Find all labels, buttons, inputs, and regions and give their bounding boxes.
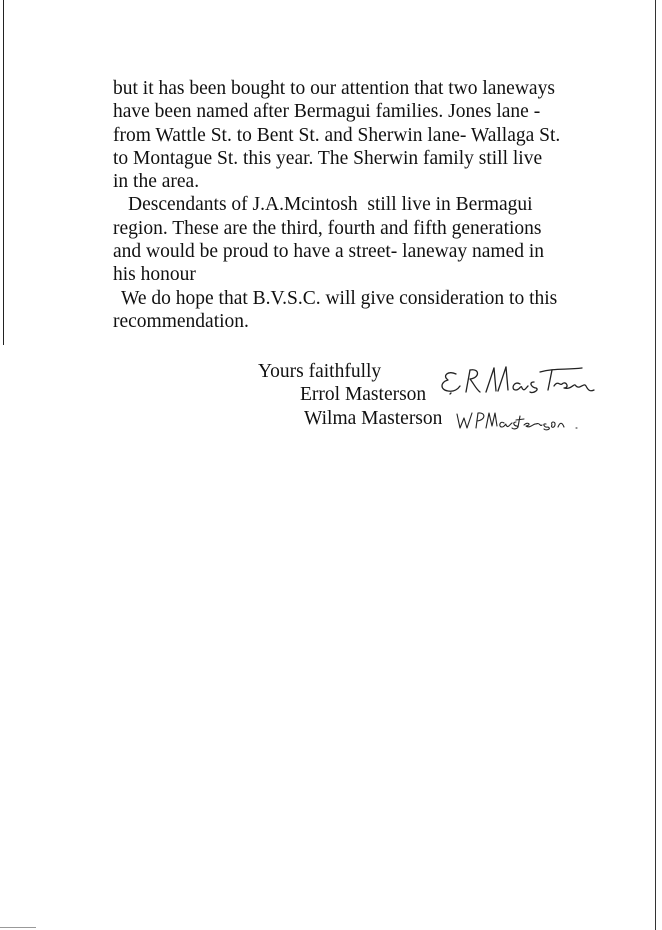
body-line: in the area. <box>113 171 200 193</box>
scan-edge-right <box>655 0 656 930</box>
scan-edge-bottom <box>0 927 36 928</box>
body-line: recommendation. <box>113 310 249 332</box>
scan-edge-left <box>3 0 4 345</box>
body-line: but it has been bought to our attention that two laneways <box>113 78 555 99</box>
body-line: to Montague St. this year. The Sherwin family still live <box>113 147 543 169</box>
body-line: Descendants of J.A.Mcintosh still live in Bermagui <box>128 194 533 216</box>
body-line: his honour <box>113 264 196 286</box>
handwritten-signature-wilma <box>454 410 582 434</box>
letter-body <box>113 77 593 333</box>
body-line: We do hope that B.V.S.C. will give consideration to this <box>121 287 558 309</box>
handwritten-signature-errol <box>436 364 596 402</box>
body-line: have been named after Bermagui families. Jones lane - <box>113 101 541 123</box>
signatory-name-errol: Errol Masterson <box>300 384 427 405</box>
closing-salutation: Yours faithfully <box>258 361 382 382</box>
body-line: and would be proud to have a street- laneway named in <box>113 241 545 263</box>
signatory-name-wilma: Wilma Masterson <box>304 408 443 429</box>
body-line: region. These are the third, fourth and fifth generations <box>113 217 542 239</box>
body-line: from Wattle St. to Bent St. and Sherwin lane- Wallaga St. <box>113 124 561 146</box>
